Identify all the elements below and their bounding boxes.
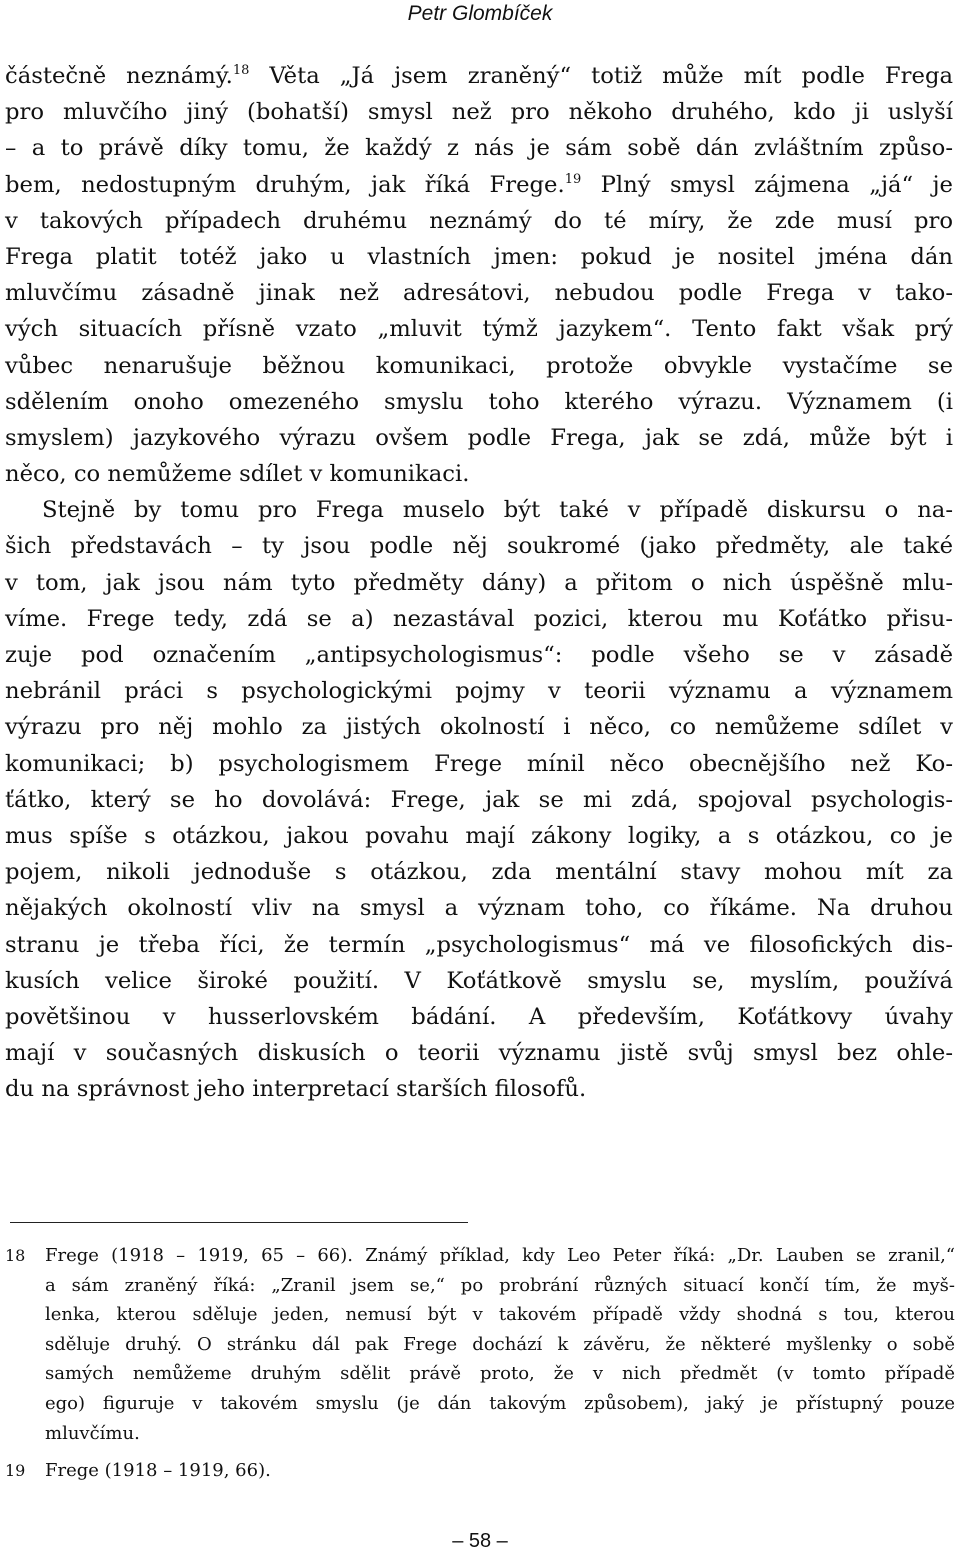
- text-line: [5, 818, 953, 854]
- text-line: [5, 709, 953, 745]
- text-line: [5, 782, 953, 818]
- text-run: – a to právě díky tomu, že každý z nás je sám sobě dán zvláštním způso-: [5, 135, 953, 162]
- text-line: [5, 637, 953, 673]
- page-number: – 58 –: [452, 1530, 508, 1552]
- text-run: něco, co nemůžeme sdílet v komunikaci.: [5, 461, 470, 488]
- running-head: Petr Glombíček: [407, 2, 553, 25]
- text-run: mají v současných diskusích o teorii významu jistě svůj smysl bez ohle-: [5, 1040, 953, 1067]
- text-run: stranu je třeba říci, že termín „psychologismus“ má ve filosofických dis-: [5, 931, 953, 958]
- text-line: [5, 1071, 953, 1107]
- text-line: [5, 167, 953, 203]
- text-run: pro mluvčího jiný (bohatší) smysl než pro někoho druhého, kdo ji uslyší: [5, 99, 953, 126]
- footnote: [0, 1456, 960, 1486]
- text-line: [5, 492, 953, 528]
- footnote-line: ego) figuruje v takovém smyslu (je dán takovým způsobem), jaký je přístupný pouze: [45, 1392, 955, 1414]
- text-line: [5, 854, 953, 890]
- text-line: [5, 673, 953, 709]
- text-line: [5, 963, 953, 999]
- footnote-gap: [0, 1448, 960, 1456]
- text-run: Frega platit totéž jako u vlastních jmen: pokud je nositel jména dán: [5, 243, 953, 270]
- text-run: mus spíše s otázkou, jakou povahu mají zákony logiky, a s otázkou, co je: [5, 822, 953, 849]
- text-run: víme. Frege tedy, zdá se a) nezastával pozici, kterou mu Koťátko přisu-: [5, 605, 953, 632]
- text-line: [5, 94, 953, 130]
- text-run: výrazu pro něj mohlo za jistých okolností i něco, co nemůžeme sdílet v: [5, 714, 953, 741]
- text-run: Plný smysl zájmena „já“ je: [581, 171, 953, 198]
- text-line: [5, 58, 953, 94]
- footnote-separator: [10, 1222, 468, 1223]
- text-line: [5, 565, 953, 601]
- text-run: nebránil práci s psychologickými pojmy v teorii významu a významem: [5, 678, 953, 705]
- text-line: [5, 239, 953, 275]
- footnote-text: [45, 1456, 955, 1486]
- text-run: částečně neznámý.: [5, 63, 233, 89]
- text-run: smyslem) jazykového výrazu ovšem podle Frega, jak se zdá, může být i: [5, 424, 953, 451]
- text-run: kusích velice široké použití. V Koťátkově smyslu se, myslím, používá: [5, 967, 953, 994]
- text-line: [5, 746, 953, 782]
- footnote-line: mluvčímu.: [45, 1422, 140, 1444]
- text-run: sdělením onoho omezeného smyslu toho kterého výrazu. Významem (i: [5, 388, 953, 415]
- text-line: [5, 420, 953, 456]
- text-run: Věta „Já jsem zraněný“ totiž může mít podle Frega: [249, 63, 953, 89]
- text-run: mluvčímu zásadně jinak než adresátovi, nebudou podle Frega v tako-: [5, 280, 953, 307]
- footnote-number: 19: [5, 1461, 26, 1481]
- text-line: [5, 275, 953, 311]
- text-run: vůbec nenarušuje běžnou komunikaci, protože obvykle vystačíme se: [5, 352, 953, 379]
- text-run: pojem, nikoli jednoduše s otázkou, zda mentální stavy mohou mít za: [5, 859, 953, 886]
- text-line: [5, 890, 953, 926]
- text-run: Stejně by tomu pro Frega muselo být také v případě diskursu o na-: [42, 497, 953, 524]
- text-line: [5, 203, 953, 239]
- footnote-line: samých nemůžeme druhým sdělit právě proto, že v nich předmět (v tomto případě: [45, 1363, 955, 1385]
- text-line: [5, 456, 953, 492]
- footnote-line: a sám zraněný říká: „Zranil jsem se,“ po probrání různých situací končí tím, že myš-: [45, 1274, 955, 1296]
- footnote-line: sděluje druhý. O stránku dál pak Frege dochází k závěru, že některé myšlenky o sobě: [45, 1333, 955, 1355]
- footnote-line: Frege (1918 – 1919, 65 – 66). Známý příklad, kdy Leo Peter říká: „Dr. Lauben se zranil,“: [45, 1245, 955, 1266]
- text-line: [5, 311, 953, 347]
- footnote-text: [45, 1241, 955, 1448]
- text-run: komunikaci; b) psychologismem Frege mínil něco obecnějšího než Ko-: [5, 750, 953, 777]
- text-line: [5, 999, 953, 1035]
- text-line: [5, 130, 953, 166]
- text-run: vých situacích přísně vzato „mluvit týmž jazykem“. Tento fakt však prý: [5, 316, 953, 343]
- footnote-line: lenka, kterou sděluje jeden, nemusí být v takovém případě vždy shodná s tou, kterou: [45, 1304, 955, 1326]
- footnote: [0, 1241, 960, 1448]
- text-run: povětšinou v husserlovském bádání. A především, Koťátkovy úvahy: [5, 1003, 953, 1030]
- text-line: [5, 348, 953, 384]
- text-run: v takových případech druhému neznámý do té míry, že zde musí pro: [5, 207, 953, 234]
- text-run: šich představách – ty jsou podle něj soukromé (jako předměty, ale také: [5, 533, 953, 560]
- text-run: du na správnost jeho interpretací starších filosofů.: [5, 1076, 587, 1103]
- footnotes: [0, 1241, 960, 1486]
- footnote-number: 18: [5, 1246, 26, 1265]
- text-line: [5, 528, 953, 564]
- text-run: zuje pod označením „antipsychologismus“: podle všeho se v zásadě: [5, 642, 953, 668]
- text-run: v tom, jak jsou nám tyto předměty dány) a přitom o nich úspěšně mlu-: [5, 569, 953, 596]
- footnote-line: Frege (1918 – 1919, 66).: [45, 1460, 271, 1482]
- text-line: [5, 1035, 953, 1071]
- footnote-marker: 19: [564, 171, 582, 187]
- text-run: ťátko, který se ho dovolává: Frege, jak se mi zdá, spojoval psychologis-: [5, 786, 953, 813]
- body-text: [5, 58, 953, 1107]
- text-line: [5, 601, 953, 637]
- footnote-marker: 18: [232, 63, 250, 78]
- text-run: bem, nedostupným druhým, jak říká Frege.: [5, 171, 565, 198]
- text-line: [5, 384, 953, 420]
- text-line: [5, 927, 953, 963]
- text-run: nějakých okolností vliv na smysl a význam toho, co říkáme. Na druhou: [5, 895, 953, 922]
